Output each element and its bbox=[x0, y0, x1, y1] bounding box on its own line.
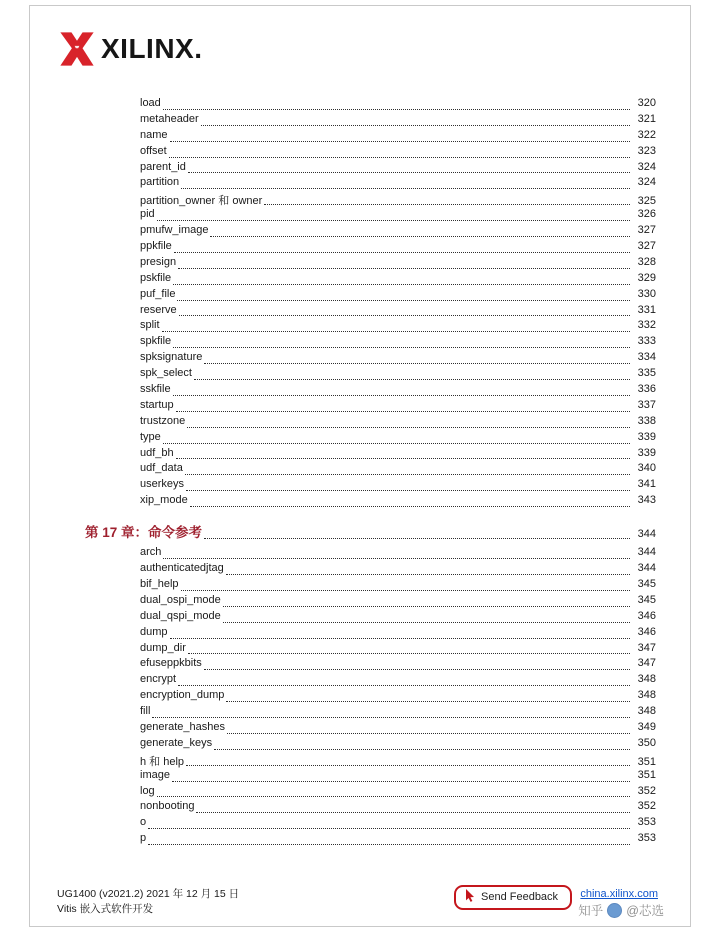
toc-leader-dots bbox=[170, 141, 630, 142]
toc-leader-dots bbox=[181, 188, 630, 189]
toc-entry[interactable] bbox=[85, 610, 656, 626]
toc-entry-page: 320 bbox=[637, 97, 656, 109]
footer-doc-id: UG1400 (v2021.2) 2021 年 12 月 15 日 bbox=[57, 888, 240, 900]
toc-entry-label: dual_qspi_mode bbox=[140, 609, 221, 622]
toc-entry[interactable] bbox=[85, 304, 656, 320]
toc-entry[interactable] bbox=[85, 447, 656, 463]
toc-entry[interactable] bbox=[85, 129, 656, 145]
toc-entry[interactable] bbox=[85, 399, 656, 415]
toc-entry-label: h 和 help bbox=[140, 755, 185, 768]
toc-leader-dots bbox=[190, 506, 630, 507]
toc-entry-label: type bbox=[140, 430, 161, 443]
toc-entry-label: name bbox=[140, 128, 168, 141]
xilinx-logo-text: XILINX. bbox=[101, 33, 203, 64]
toc-entry-label: trustzone bbox=[140, 414, 186, 427]
toc-leader-dots bbox=[172, 781, 630, 782]
toc-entry-label: offset bbox=[140, 144, 167, 157]
toc-entry[interactable] bbox=[85, 240, 656, 256]
toc-entry[interactable] bbox=[85, 192, 656, 208]
toc-entry-label: encryption_dump bbox=[140, 689, 225, 702]
toc-entry[interactable] bbox=[85, 478, 656, 494]
toc-entry-label: bif_help bbox=[140, 577, 179, 590]
toc-entry[interactable] bbox=[85, 578, 656, 594]
toc-leader-dots bbox=[204, 363, 630, 364]
toc-entry[interactable] bbox=[85, 97, 656, 113]
toc-entry-label: o bbox=[140, 816, 147, 829]
xilinx-site-link[interactable]: china.xilinx.com bbox=[580, 888, 658, 900]
toc-entry-page: 324 bbox=[637, 176, 656, 189]
toc-leader-dots bbox=[187, 427, 630, 428]
toc-entry-page: 347 bbox=[637, 641, 656, 654]
toc-entry[interactable] bbox=[85, 161, 656, 177]
toc-entry-label: partition_owner 和 owner bbox=[140, 195, 263, 208]
toc-leader-dots bbox=[226, 701, 630, 702]
toc-entry-page: 352 bbox=[637, 784, 656, 797]
toc-entry[interactable] bbox=[85, 431, 656, 447]
toc-entry-page: 340 bbox=[637, 462, 656, 475]
toc-entry-page: 348 bbox=[637, 673, 656, 686]
toc-leader-dots bbox=[174, 252, 630, 253]
toc-entry-label: pid bbox=[140, 208, 155, 221]
toc-entry-page: 350 bbox=[637, 736, 656, 749]
toc-entry[interactable] bbox=[85, 769, 656, 785]
toc-entry[interactable] bbox=[85, 145, 656, 161]
toc-entry-label: sskfile bbox=[140, 383, 171, 396]
toc-leader-dots bbox=[264, 204, 630, 205]
toc-leader-dots bbox=[185, 474, 630, 475]
toc-leader-dots bbox=[204, 669, 630, 670]
toc-entry-page: 345 bbox=[637, 593, 656, 606]
toc-entry-label: metaheader bbox=[140, 112, 199, 125]
toc-entry-label: p bbox=[140, 832, 147, 845]
toc-entry-label: fill bbox=[140, 705, 151, 718]
watermark-handle: @芯选 bbox=[626, 904, 664, 918]
toc-entry-label: ppkfile bbox=[140, 240, 172, 253]
toc-entry-label: reserve bbox=[140, 303, 177, 316]
toc-entry-page: 353 bbox=[637, 816, 656, 829]
toc-entry[interactable] bbox=[85, 335, 656, 351]
toc-entry[interactable] bbox=[85, 562, 656, 578]
toc-entry-page: 326 bbox=[637, 208, 656, 221]
document-page bbox=[29, 5, 691, 927]
footer-doc-info bbox=[57, 887, 239, 917]
toc-leader-dots bbox=[214, 749, 630, 750]
toc-entry-page: 345 bbox=[637, 577, 656, 590]
toc-entry-label: log bbox=[140, 784, 155, 797]
toc-entry[interactable] bbox=[85, 113, 656, 129]
toc-entry-label: udf_bh bbox=[140, 446, 174, 459]
toc-leader-dots bbox=[194, 379, 630, 380]
toc-entry-label: nonbooting bbox=[140, 800, 195, 813]
toc-leader-dots bbox=[226, 574, 630, 575]
toc-entry-page: 352 bbox=[637, 800, 656, 813]
toc-leader-dots bbox=[157, 796, 630, 797]
toc-entry-label: generate_hashes bbox=[140, 720, 226, 733]
toc-leader-dots bbox=[173, 395, 630, 396]
toc-entry-page: 339 bbox=[637, 430, 656, 443]
toc-entry[interactable] bbox=[85, 288, 656, 304]
toc-entry-page: 321 bbox=[637, 112, 656, 125]
toc-entry-label: pskfile bbox=[140, 271, 172, 284]
toc-leader-dots bbox=[196, 812, 630, 813]
toc-leader-dots bbox=[176, 458, 630, 459]
toc-entry[interactable] bbox=[85, 367, 656, 383]
toc-entry-page: 348 bbox=[637, 705, 656, 718]
toc-entry-page: 339 bbox=[637, 446, 656, 459]
toc-entry-label: split bbox=[140, 319, 160, 332]
toc-entry-page: 323 bbox=[637, 144, 656, 157]
toc-entry[interactable] bbox=[85, 737, 656, 753]
toc-entry-label: dual_ospi_mode bbox=[140, 593, 221, 606]
toc-entry-page: 332 bbox=[637, 319, 656, 332]
toc-leader-dots bbox=[148, 828, 630, 829]
toc-leader-dots bbox=[204, 538, 630, 539]
toc-leader-dots bbox=[157, 220, 630, 221]
toc-entry-label: partition bbox=[140, 176, 180, 189]
toc-chapter-heading[interactable] bbox=[85, 521, 656, 543]
toc-entry-page: 348 bbox=[637, 689, 656, 702]
toc-entry-page: 329 bbox=[637, 271, 656, 284]
toc-leader-dots bbox=[181, 590, 630, 591]
toc-leader-dots bbox=[163, 558, 630, 559]
toc-section-1 bbox=[85, 97, 656, 510]
toc-entry-label: parent_id bbox=[140, 160, 186, 173]
toc-entry[interactable] bbox=[85, 705, 656, 721]
toc-leader-dots bbox=[173, 347, 630, 348]
toc-leader-dots bbox=[179, 315, 630, 316]
toc-leader-dots bbox=[223, 606, 630, 607]
toc-entry-page: 343 bbox=[637, 494, 656, 507]
toc-leader-dots bbox=[176, 411, 630, 412]
toc-entry-page: 331 bbox=[637, 303, 656, 316]
feedback-cursor-icon bbox=[465, 889, 475, 905]
toc-entry[interactable] bbox=[85, 753, 656, 769]
toc-entry-page: 349 bbox=[637, 720, 656, 733]
toc-entry-label: load bbox=[140, 97, 161, 109]
toc-entry-page: 336 bbox=[637, 383, 656, 396]
toc-entry-label: startup bbox=[140, 398, 174, 411]
toc-leader-dots bbox=[170, 638, 630, 639]
toc-entry-label: efuseppkbits bbox=[140, 657, 202, 670]
toc-entry-page: 324 bbox=[637, 160, 656, 173]
toc-entry-page: 327 bbox=[637, 240, 656, 253]
send-feedback-label: Send Feedback bbox=[481, 891, 559, 903]
toc-entry[interactable] bbox=[85, 832, 656, 848]
toc-entry[interactable] bbox=[85, 642, 656, 658]
toc-leader-dots bbox=[201, 125, 630, 126]
toc-leader-dots bbox=[169, 157, 630, 158]
footer-doc-title: Vitis 嵌入式软件开发 bbox=[57, 903, 154, 915]
xilinx-logo-icon bbox=[58, 30, 96, 68]
toc-leader-dots bbox=[188, 653, 630, 654]
table-of-contents bbox=[85, 97, 656, 848]
toc-leader-dots bbox=[163, 109, 630, 110]
toc-leader-dots bbox=[186, 765, 630, 766]
toc-entry[interactable] bbox=[85, 594, 656, 610]
xilinx-logo bbox=[58, 30, 203, 68]
toc-entry-label: authenticatedjtag bbox=[140, 562, 224, 575]
toc-entry[interactable] bbox=[85, 224, 656, 240]
toc-leader-dots bbox=[178, 268, 630, 269]
toc-entry-label: udf_data bbox=[140, 462, 183, 475]
toc-entry-page: 335 bbox=[637, 367, 656, 380]
toc-entry-label: arch bbox=[140, 546, 162, 559]
toc-entry[interactable] bbox=[85, 721, 656, 737]
toc-entry-page: 334 bbox=[637, 351, 656, 364]
toc-entry-label: puf_file bbox=[140, 287, 176, 300]
toc-entry[interactable] bbox=[85, 462, 656, 478]
toc-entry-label: presign bbox=[140, 255, 177, 268]
toc-entry[interactable] bbox=[85, 415, 656, 431]
zhihu-avatar-icon bbox=[607, 903, 622, 918]
toc-entry-label: spkfile bbox=[140, 335, 172, 348]
toc-entry-page: 337 bbox=[637, 398, 656, 411]
toc-entry-label: userkeys bbox=[140, 478, 185, 491]
toc-entry-page: 346 bbox=[637, 625, 656, 638]
toc-leader-dots bbox=[178, 685, 630, 686]
toc-entry-page: 351 bbox=[637, 768, 656, 781]
toc-entry[interactable] bbox=[85, 657, 656, 673]
toc-entry-page: 325 bbox=[637, 195, 656, 208]
send-feedback-button[interactable] bbox=[454, 885, 572, 910]
toc-entry[interactable] bbox=[85, 176, 656, 192]
toc-leader-dots bbox=[162, 331, 630, 332]
toc-entry-page: 353 bbox=[637, 832, 656, 845]
toc-entry-page: 338 bbox=[637, 414, 656, 427]
toc-entry[interactable] bbox=[85, 800, 656, 816]
toc-entry-page: 330 bbox=[637, 287, 656, 300]
toc-chapter-label: 第 17 章：命令参考 bbox=[85, 525, 203, 541]
toc-entry[interactable] bbox=[85, 546, 656, 562]
toc-entry-label: generate_keys bbox=[140, 736, 213, 749]
toc-entry[interactable] bbox=[85, 673, 656, 689]
toc-entry-page: 341 bbox=[637, 478, 656, 491]
toc-entry-label: spksignature bbox=[140, 351, 203, 364]
toc-entry[interactable] bbox=[85, 319, 656, 335]
toc-entry-label: dump bbox=[140, 625, 168, 638]
toc-entry[interactable] bbox=[85, 272, 656, 288]
toc-entry-label: spk_select bbox=[140, 367, 192, 380]
toc-entry[interactable] bbox=[85, 383, 656, 399]
toc-entry[interactable] bbox=[85, 626, 656, 642]
toc-leader-dots bbox=[173, 284, 630, 285]
toc-entry-page: 347 bbox=[637, 657, 656, 670]
toc-entry-label: xip_mode bbox=[140, 494, 188, 507]
zhihu-watermark bbox=[578, 901, 664, 919]
toc-leader-dots bbox=[177, 300, 630, 301]
toc-leader-dots bbox=[152, 717, 630, 718]
toc-entry-label: encrypt bbox=[140, 673, 177, 686]
toc-leader-dots bbox=[148, 844, 630, 845]
toc-entry-label: pmufw_image bbox=[140, 224, 209, 237]
toc-entry-page: 351 bbox=[637, 755, 656, 768]
toc-entry[interactable] bbox=[85, 494, 656, 510]
toc-entry[interactable] bbox=[85, 256, 656, 272]
toc-section-2 bbox=[85, 546, 656, 848]
toc-entry-page: 346 bbox=[637, 609, 656, 622]
toc-entry-label: dump_dir bbox=[140, 641, 186, 654]
toc-entry-page: 328 bbox=[637, 255, 656, 268]
toc-entry[interactable] bbox=[85, 351, 656, 367]
toc-leader-dots bbox=[227, 733, 630, 734]
toc-entry-page: 344 bbox=[637, 546, 656, 559]
toc-entry-page: 333 bbox=[637, 335, 656, 348]
toc-entry-page: 344 bbox=[637, 562, 656, 575]
toc-leader-dots bbox=[163, 443, 630, 444]
toc-entry[interactable] bbox=[85, 785, 656, 801]
toc-leader-dots bbox=[186, 490, 630, 491]
toc-leader-dots bbox=[188, 172, 630, 173]
toc-entry[interactable] bbox=[85, 816, 656, 832]
toc-leader-dots bbox=[210, 236, 630, 237]
toc-entry[interactable] bbox=[85, 208, 656, 224]
toc-leader-dots bbox=[223, 622, 630, 623]
toc-entry-page: 327 bbox=[637, 224, 656, 237]
toc-entry-page: 322 bbox=[637, 128, 656, 141]
watermark-prefix: 知乎 bbox=[578, 904, 604, 918]
toc-entry-label: image bbox=[140, 768, 170, 781]
toc-entry[interactable] bbox=[85, 689, 656, 705]
toc-chapter-page: 344 bbox=[637, 528, 656, 541]
